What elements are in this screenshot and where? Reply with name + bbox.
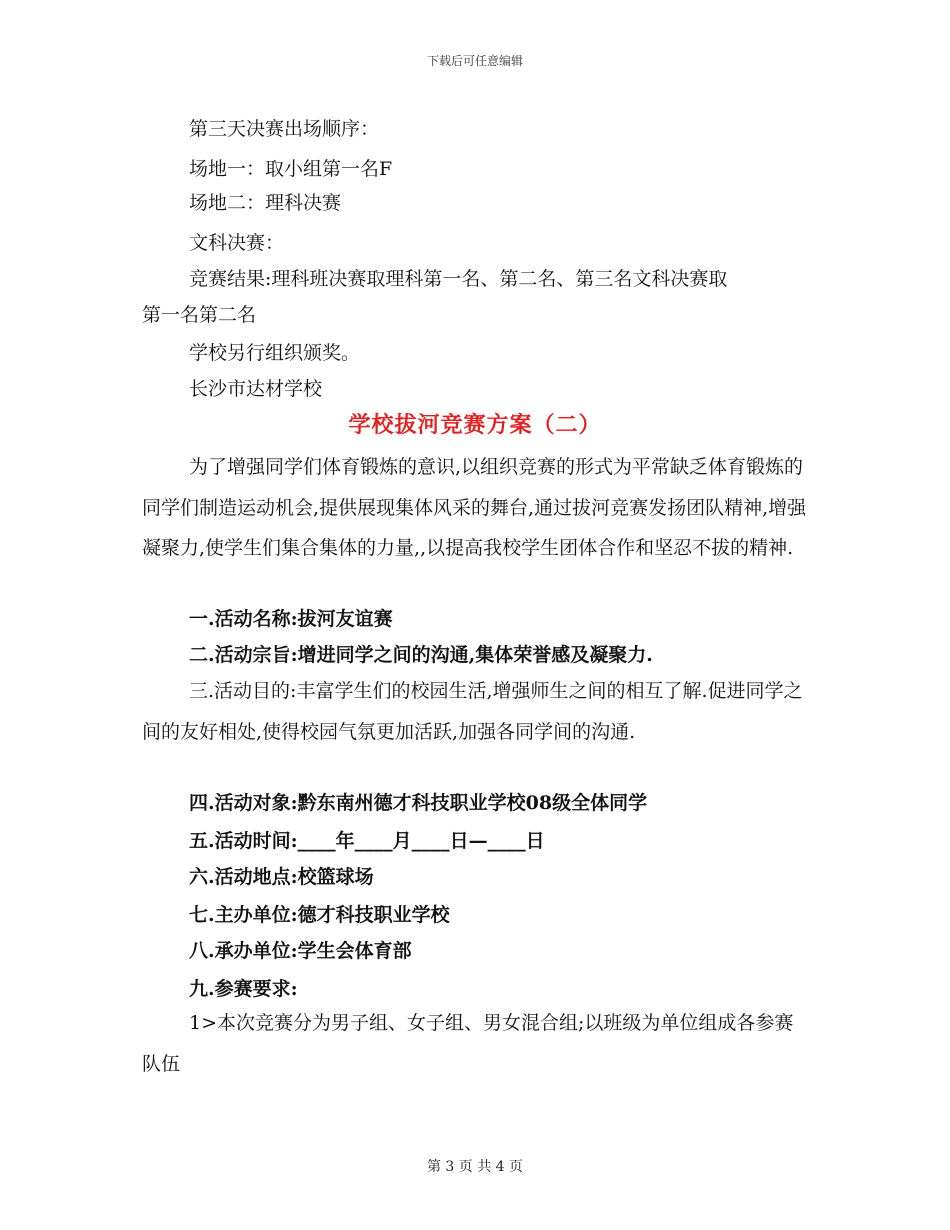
prev-line-results-cont: 第一名第二名 (142, 304, 257, 326)
prev-line-order: 第三天决赛出场顺序： (189, 118, 380, 140)
item-requirements: 九.参赛要求: (189, 978, 298, 1000)
prev-line-school: 长沙市达材学校 (189, 378, 323, 400)
item-co-organizer: 八.承办单位:学生会体育部 (189, 940, 412, 962)
item-organizer: 七.主办单位:德才科技职业学校 (189, 904, 450, 926)
intro-paragraph: 为了增强同学们体育锻炼的意识,以组织竞赛的形式为平常缺乏体育锻炼的同学们制造运动机会,提供展现集体风采的舞台,通过拔河竞赛发扬团队精神,增强凝聚力,使学生们集合集体的力量,,以提高我校学生团体合作和坚忍不拔的精神. (142, 456, 807, 560)
item-activity-name: 一.活动名称:拔河友谊赛 (189, 608, 393, 630)
requirement-1: 1>本次竞赛分为男子组、女子组、男女混合组;以班级为单位组成各参赛队伍 (142, 1012, 794, 1075)
section-title: 学校拔河竞赛方案（二） (348, 412, 602, 438)
item-activity-purpose: 二.活动宗旨:增进同学之间的沟通,集体荣誉感及凝聚力. (189, 644, 653, 666)
prev-line-arts-final: 文科决赛： (189, 232, 285, 254)
prev-line-results: 竞赛结果:理科班决赛取理科第一名、第二名、第三名文科决赛取 (189, 268, 728, 290)
prev-line-venue-1: 场地一：取小组第一名F (189, 158, 393, 180)
item-activity-target: 四.活动对象:黔东南州德才科技职业学校08级全体同学 (189, 792, 648, 814)
page-footer: 第 3 页 共 4 页 (426, 1159, 524, 1175)
prev-line-awards: 学校另行组织颁奖。 (189, 342, 361, 364)
prev-line-venue-2: 场地二：理科决赛 (189, 192, 342, 214)
item-activity-goal: 三.活动目的:丰富学生们的校园生活,增强师生之间的相互了解.促进同学之间的友好相处,使得校园气氛更加活跃,加强各同学间的沟通. (142, 680, 803, 743)
item-activity-time: 五.活动时间:____年____月____日—____日 (189, 830, 545, 852)
item-activity-location: 六.活动地点:校篮球场 (189, 866, 374, 888)
page-header: 下载后可任意编辑 (426, 54, 523, 68)
